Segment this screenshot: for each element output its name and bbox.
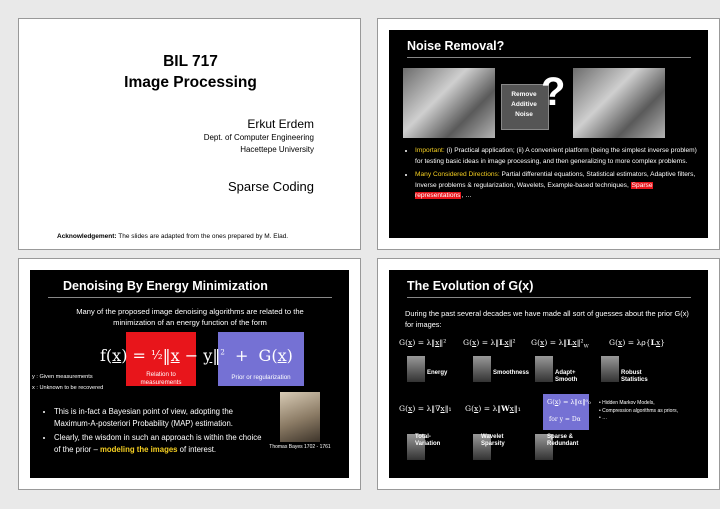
bullet-bayesian: • This is in-fact a Bayesian point of view, adopting the Maximum-A-posteriori Probability (MAP) estimation. <box>54 406 268 429</box>
figure-icon <box>601 356 619 382</box>
label-sparse-redundant: Sparse & Redundant <box>547 434 579 447</box>
label-energy: Energy <box>427 370 448 376</box>
question-mark: ? <box>541 70 566 114</box>
formula-smoothness: G(x) = λ‖Lx‖² <box>463 338 516 347</box>
denoised-image <box>573 68 665 138</box>
ack-text: The slides are adapted from the ones prepared by M. Elad. <box>118 233 289 240</box>
slide-title: Noise Removal? <box>407 39 505 53</box>
bayes-portrait <box>280 392 320 442</box>
formula-energy: G(x) = λ‖x‖² <box>399 338 447 347</box>
noisy-image <box>403 68 495 138</box>
label-total-variation: Total-Variation <box>415 434 441 447</box>
label-robust: Robust Statistics <box>621 370 648 383</box>
title-rule <box>407 57 691 58</box>
slide-2-canvas <box>389 30 708 238</box>
figure-icon <box>473 356 491 382</box>
relation-label: Relation to measurements <box>140 371 182 386</box>
slide-title: Denoising By Energy Minimization <box>63 279 268 293</box>
bullet-list <box>401 146 697 205</box>
course-title: Image Processing <box>124 74 257 91</box>
author-univ: Hacettepe University <box>240 145 314 154</box>
label-wavelet: Wavelet Sparsity <box>481 434 505 447</box>
slide-title: The Evolution of G(x) <box>407 279 534 293</box>
slide-3-canvas <box>30 270 349 478</box>
sparse-prior-box <box>543 394 589 430</box>
modeling-highlight: modeling the images <box>99 444 178 454</box>
formula-tv: G(x) = λ‖∇x‖₁ <box>399 404 452 413</box>
figure-icon <box>535 356 553 382</box>
slide-3 <box>18 258 361 490</box>
intro-text: During the past several decades we have made all sort of guesses about the prior G(x) for images: <box>405 309 689 329</box>
energy-equation: f(x) = ½‖x − y‖$^2$ + G(x) <box>100 346 293 365</box>
sparse-highlight: Sparse representations <box>415 181 653 199</box>
intro-text: Many of the proposed image denoising algorithms are related to the minimization of an energy function of the form <box>76 307 304 327</box>
lecture-topic: Sparse Coding <box>228 179 314 194</box>
slide-1 <box>18 18 361 250</box>
side-notes: • Hidden Markov Models, • Compression algorithms as priors, • … <box>599 400 678 421</box>
slide-2 <box>377 18 720 250</box>
formula-robust: G(x) = λρ{Lx} <box>609 338 666 347</box>
acknowledgement <box>57 233 288 240</box>
formula-sparse: G(x) = λ‖α‖⁰₀ <box>547 398 591 406</box>
bullet-list <box>40 406 268 458</box>
course-code: BIL 717 <box>163 53 218 70</box>
slide-4-canvas <box>389 270 708 478</box>
given-measurements-label: y : Given measurements <box>32 374 93 380</box>
prior-label: Prior or regularization <box>231 374 291 381</box>
bullet-important: • Important: (i) Practical application; (ii) A convenient platform (being the simplest inverse problem) for testing basic ideas in image processing, and then generalizing to more complex problems. <box>415 146 697 167</box>
label-smoothness: Smoothness <box>493 370 530 376</box>
for-text: for y = Dα <box>549 416 581 423</box>
process-label: Remove Additive Noise <box>511 91 537 118</box>
formula-wavelet: G(x) = λ‖Wx‖₁ <box>465 404 521 413</box>
figure-icon <box>407 356 425 382</box>
unknown-label: x : Unknown to be recovered <box>32 385 104 391</box>
author-name: Erkut Erdem <box>247 117 314 131</box>
title-rule <box>48 297 332 298</box>
bullet-wisdom: • Clearly, the wisdom in such an approach is within the choice of the prior – modeling the images of interest. <box>54 432 268 455</box>
slide-1-canvas <box>18 18 361 250</box>
portrait-caption: Thomas Bayes 1702 - 1761 <box>269 444 331 450</box>
title-rule <box>407 297 691 298</box>
label-adapt-smooth: Adapt+ Smooth <box>555 370 578 383</box>
author-dept: Dept. of Computer Engineering <box>203 133 314 142</box>
ack-label: Acknowledgement: <box>57 233 117 240</box>
formula-adaptive: $G(x) = \lambda‖Lx‖^2_W$ <box>531 338 589 350</box>
slide-4 <box>377 258 720 490</box>
bullet-directions: • Many Considered Directions: Partial differential equations, Statistical estimators, Adaptive filters, Inverse problems & regularization, Wavelets, Example-based techniques, Sparse representations, … <box>415 170 697 202</box>
